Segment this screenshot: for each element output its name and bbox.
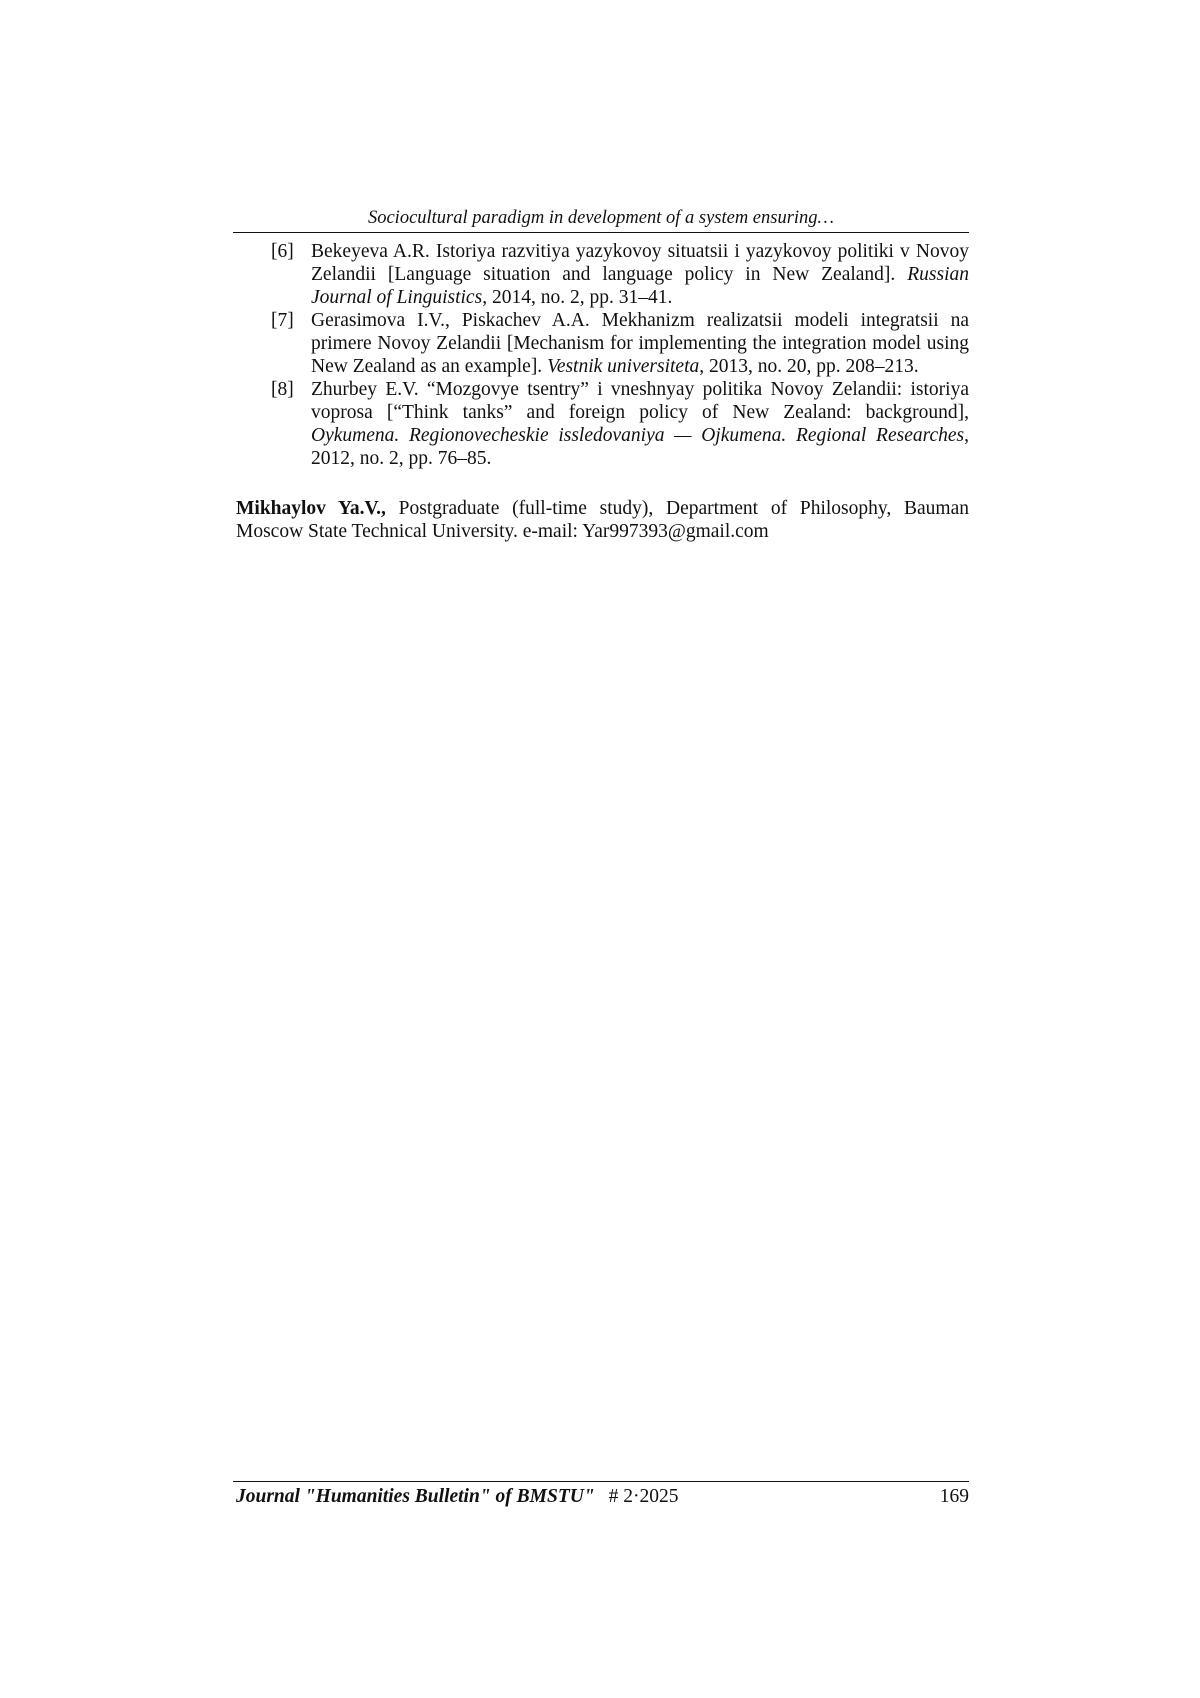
reference-text: Gerasimova I.V., Piskachev A.A. Mekhanizm realizatsii modeli integratsii na primere Novoy Zelandii [Mechanism for implementing the integration model using New Zealand as an example].	[311, 310, 969, 377]
reference-number: [7]	[271, 310, 294, 331]
reference-source: Oykumena. Regionovecheskie issledovaniya — Ojkumena. Regional Researches	[311, 425, 965, 446]
reference-details: , 2012, no. 2, pp. 76–85.	[311, 425, 969, 469]
reference-number: [8]	[271, 379, 294, 400]
page-number: 169	[939, 1486, 969, 1507]
reference-source: Vestnik universiteta	[547, 356, 700, 377]
author-info	[236, 497, 969, 543]
author-details: Postgraduate (full-time study), Department of Philosophy, Bauman Moscow State Technical University. e-mail: Yar997393@gmail.com	[236, 498, 970, 542]
reference-details: , 2013, no. 20, pp. 208–213.	[699, 356, 919, 377]
footer-divider	[233, 1481, 969, 1482]
reference-item	[271, 309, 969, 378]
author-name: Mikhaylov Ya.V.,	[236, 498, 386, 519]
running-header: Sociocultural paradigm in development of a system ensuring…	[367, 208, 835, 228]
reference-list	[271, 240, 969, 470]
reference-text: Zhurbey E.V. “Mozgovye tsentry” i vneshnyay politika Novoy Zelandii: istoriya voprosa [“Think tanks” and foreign policy of New Zealand: background],	[311, 379, 969, 423]
reference-source: Russian Journal of Linguistics	[311, 264, 969, 308]
reference-item	[271, 378, 969, 470]
reference-item	[271, 240, 969, 309]
header-divider	[233, 232, 969, 233]
footer-journal-title: Journal "Humanities Bulletin" of BMSTU"	[236, 1486, 595, 1507]
page-footer	[236, 1485, 969, 1509]
reference-number: [6]	[271, 241, 294, 262]
footer-issue: # 2·2025	[608, 1486, 679, 1507]
reference-text: Bekeyeva A.R. Istoriya razvitiya yazykovoy situatsii i yazykovoy politiki v Novoy Zelandii [Language situation and language policy in New Zealand].	[311, 241, 969, 285]
reference-details: , 2014, no. 2, pp. 31–41.	[482, 287, 673, 308]
